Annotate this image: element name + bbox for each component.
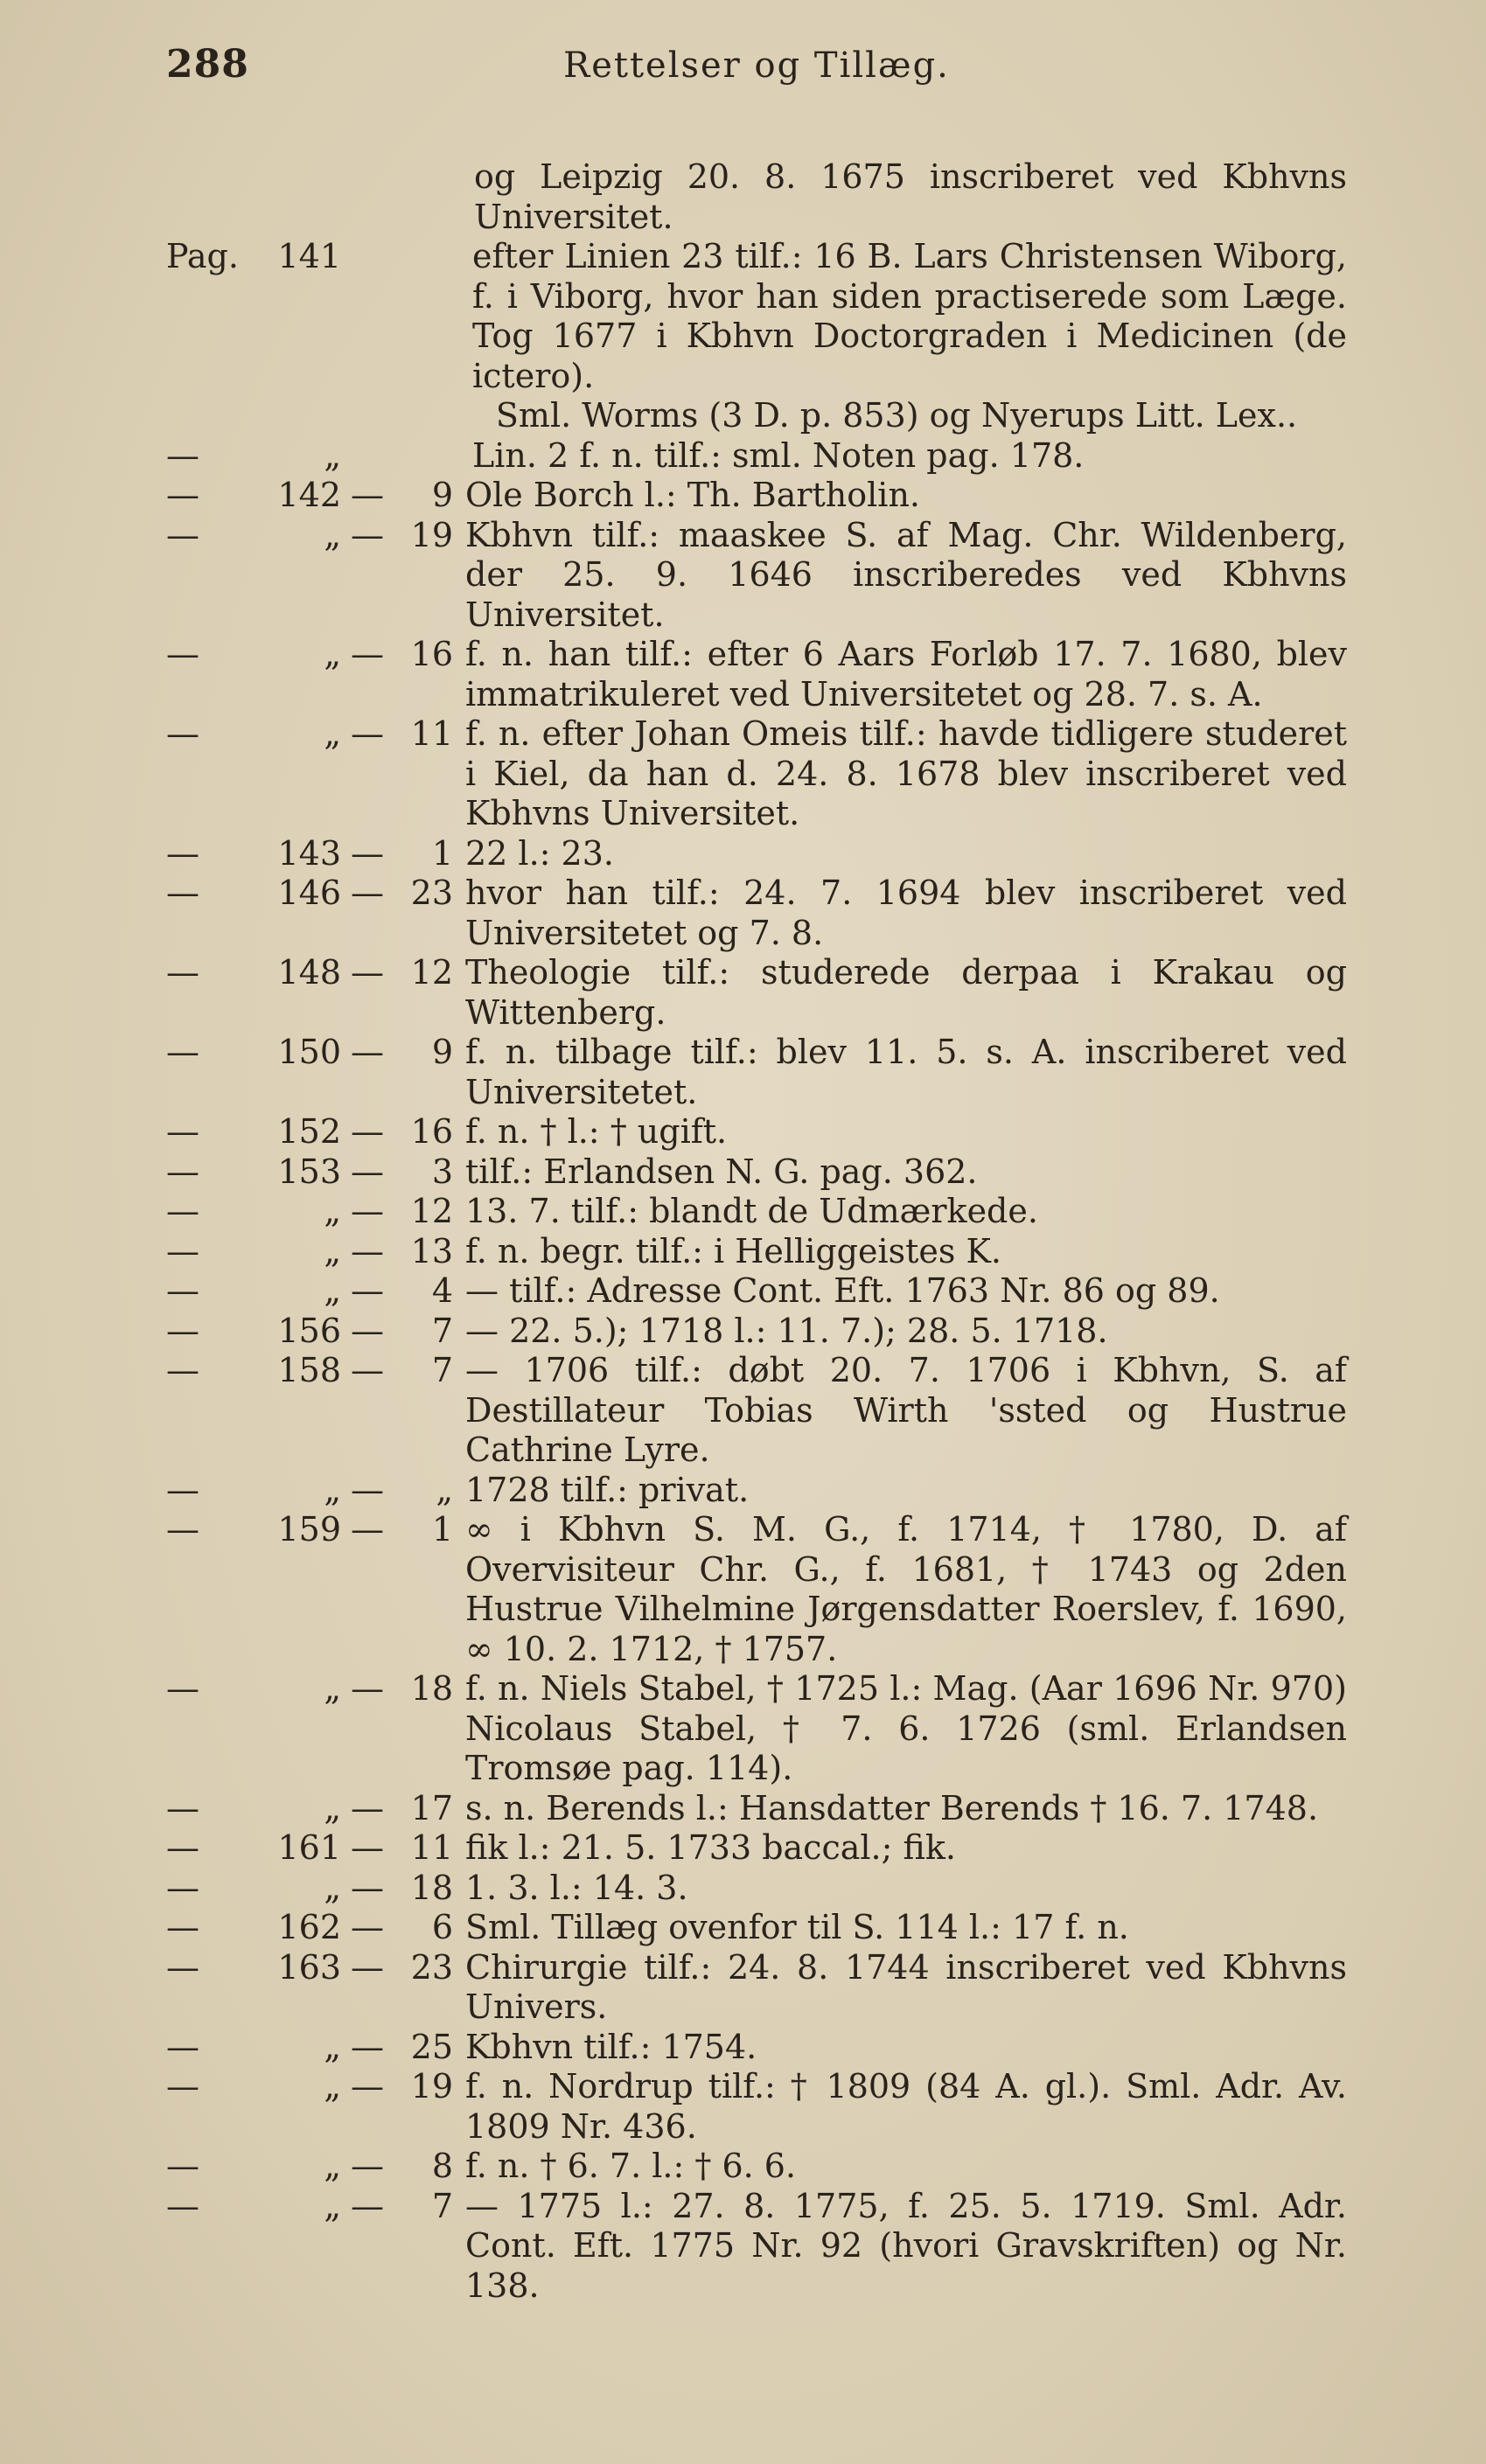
entry-line-number: 9 xyxy=(431,1033,453,1071)
entry-page-number: 162 xyxy=(277,1908,341,1946)
entry-pag-marker: — xyxy=(166,953,199,992)
entry-line-number: 6 xyxy=(431,1908,453,1946)
entry-text xyxy=(453,1471,1347,1511)
entry-line-number: 12 xyxy=(410,953,453,992)
entry-separator: — xyxy=(351,1271,384,1310)
entry-reference xyxy=(166,1948,453,1988)
correction-entry xyxy=(166,2147,1347,2187)
entry-main-text: f. n. han tilf.: efter 6 Aars Forløb 17. 7. 1680, blev immatrikuleret ved Universitetet og 28. 7. s. A. xyxy=(465,635,1347,713)
entry-page-number: „ xyxy=(324,714,341,753)
entry-line-number: 7 xyxy=(431,2186,453,2225)
entry-main-text: f. n. Niels Stabel, † 1725 l.: Mag. (Aar 1696 Nr. 970) Nicolaus Stabel, † 7. 6. 1726 (sml. Erlandsen Tromsøe pag. 114). xyxy=(465,1669,1347,1787)
entry-text xyxy=(453,2147,1347,2187)
entry-reference xyxy=(166,436,453,477)
entry-separator: — xyxy=(351,1947,384,1987)
entry-reference xyxy=(166,2028,453,2068)
entry-reference xyxy=(166,953,453,993)
entry-page-number: „ xyxy=(324,1669,341,1708)
corrections-list xyxy=(166,157,1347,2306)
entry-main-text: hvor han tilf.: 24. 7. 1694 blev inscriberet ved Universitetet og 7. 8. xyxy=(465,874,1347,952)
entry-main-text: og Leipzig 20. 8. 1675 inscriberet ved Kbhvns Universitet. xyxy=(474,157,1347,236)
entry-pag-marker: — xyxy=(166,833,199,873)
entry-text xyxy=(453,834,1347,874)
entry-separator: — xyxy=(351,1112,384,1151)
entry-line-number: 18 xyxy=(410,1868,453,1907)
correction-entry xyxy=(166,516,1347,636)
entry-pag-marker: — xyxy=(166,2186,199,2225)
entry-line-number: 4 xyxy=(431,1271,453,1310)
entry-page-number: 143 xyxy=(277,833,341,873)
entry-reference xyxy=(166,1908,453,1948)
entry-line-number: 9 xyxy=(431,476,453,514)
entry-page-number: „ xyxy=(324,1271,341,1310)
correction-entry xyxy=(166,1312,1347,1352)
entry-page-number: „ xyxy=(324,635,341,673)
entry-line-number: 1 xyxy=(431,1510,453,1549)
correction-entry xyxy=(166,834,1347,874)
correction-entry xyxy=(166,953,1347,1033)
entry-page-number: „ xyxy=(324,1231,341,1270)
entry-pag-marker: — xyxy=(166,1311,199,1350)
entry-page-number: 148 xyxy=(277,953,341,992)
correction-entry xyxy=(166,436,1347,477)
entry-reference xyxy=(166,1828,453,1869)
entry-text xyxy=(453,1948,1347,2028)
entry-page-number: „ xyxy=(324,2067,341,2106)
entry-separator: — xyxy=(351,1828,384,1867)
entry-separator: — xyxy=(351,714,384,753)
entry-reference xyxy=(166,516,453,556)
entry-separator: — xyxy=(351,1351,384,1389)
entry-separator: — xyxy=(351,476,384,514)
entry-separator xyxy=(341,436,394,477)
correction-entry xyxy=(166,1232,1347,1272)
entry-main-text: 22 l.: 23. xyxy=(465,833,614,873)
entry-line-number: 23 xyxy=(410,874,453,912)
entry-separator: — xyxy=(351,1152,384,1191)
entry-pag-marker: — xyxy=(166,714,199,753)
entry-line-number: 11 xyxy=(410,714,453,753)
entry-text xyxy=(453,1669,1347,1789)
entry-main-text: Ole Borch l.: Th. Bartholin. xyxy=(465,476,920,514)
entry-reference xyxy=(166,237,453,277)
entry-pag-marker: — xyxy=(166,1828,199,1867)
entry-page-number: „ xyxy=(324,1192,341,1230)
entry-text xyxy=(453,635,1347,714)
entry-reference xyxy=(166,476,453,516)
entry-page-number: 146 xyxy=(277,874,341,912)
entry-reference xyxy=(166,1112,453,1152)
entry-main-text: tilf.: Erlandsen N. G. pag. 362. xyxy=(465,1152,978,1191)
entry-reference xyxy=(166,2147,453,2187)
entry-pag-marker: — xyxy=(166,635,199,673)
entry-main-text: 13. 7. tilf.: blandt de Udmærkede. xyxy=(465,1192,1038,1230)
entry-main-text: — 22. 5.); 1718 l.: 11. 7.); 28. 5. 1718. xyxy=(465,1311,1108,1350)
entry-separator: — xyxy=(351,874,384,912)
entry-line-number xyxy=(394,436,453,477)
entry-text xyxy=(453,874,1347,953)
entry-text xyxy=(453,2067,1347,2147)
entry-reference xyxy=(166,1351,453,1391)
entry-page-number: 150 xyxy=(277,1033,341,1071)
entry-page-number: „ xyxy=(324,515,341,554)
entry-pag-marker: — xyxy=(166,874,199,912)
entry-line-number: 11 xyxy=(410,1828,453,1867)
entry-main-text: f. n. † l.: † ugift. xyxy=(465,1112,728,1151)
entry-separator: — xyxy=(351,1231,384,1270)
entry-text xyxy=(453,953,1347,1033)
entry-separator: — xyxy=(351,1192,384,1230)
entry-line-number: 1 xyxy=(431,833,453,873)
entry-reference xyxy=(166,874,453,914)
entry-reference xyxy=(166,714,453,755)
entry-line-number: 3 xyxy=(431,1152,453,1191)
entry-text xyxy=(453,2028,1347,2068)
entry-pag-marker: — xyxy=(166,2027,199,2066)
entry-line-number: 23 xyxy=(410,1947,453,1987)
entry-main-text: f. n. Nordrup tilf.: † 1809 (84 A. gl.). Sml. Adr. Av. 1809 Nr. 436. xyxy=(465,2067,1347,2146)
entry-pag-marker: — xyxy=(166,1788,199,1827)
entry-separator: — xyxy=(351,1788,384,1827)
entry-pag-marker: — xyxy=(166,1112,199,1151)
correction-entry xyxy=(166,2187,1347,2307)
correction-entry xyxy=(166,2067,1347,2147)
entry-pag-marker: — xyxy=(166,2147,199,2185)
entry-line-number: 19 xyxy=(410,515,453,554)
entry-reference xyxy=(166,1033,453,1073)
entry-text xyxy=(453,1232,1347,1272)
entry-text xyxy=(453,1192,1347,1232)
entry-main-text: f. n. tilbage tilf.: blev 11. 5. s. A. inscriberet ved Universitetet. xyxy=(465,1033,1347,1111)
entry-main-text: — tilf.: Adresse Cont. Eft. 1763 Nr. 86 og 89. xyxy=(465,1271,1220,1310)
entry-separator: — xyxy=(351,833,384,873)
entry-line-number: 16 xyxy=(410,635,453,673)
correction-entry xyxy=(166,1789,1347,1829)
entry-line-number: 17 xyxy=(410,1788,453,1827)
entry-text xyxy=(453,1271,1347,1312)
entry-page-number: 158 xyxy=(277,1351,341,1389)
entry-reference xyxy=(166,1471,453,1511)
entry-text xyxy=(453,1510,1347,1669)
entry-text xyxy=(453,1908,1347,1948)
page-header xyxy=(166,42,1347,94)
entry-page-number: „ xyxy=(324,1868,341,1907)
correction-entry xyxy=(166,714,1347,834)
entry-line-number: 7 xyxy=(431,1351,453,1389)
entry-reference xyxy=(166,1232,453,1272)
entry-text xyxy=(453,1351,1347,1471)
entry-separator xyxy=(341,237,394,277)
correction-entry xyxy=(166,874,1347,953)
entry-pag-marker: — xyxy=(166,1351,199,1389)
entry-text xyxy=(453,714,1347,834)
entry-pag-marker: — xyxy=(166,1510,199,1549)
entry-separator: — xyxy=(351,1908,384,1946)
entry-main-text: — 1706 tilf.: døbt 20. 7. 1706 i Kbhvn, S. af Destillateur Tobias Wirth 'ssted og Hustrue Cathrine Lyre. xyxy=(465,1351,1347,1469)
entry-pag-marker: — xyxy=(166,476,199,514)
entry-pag-marker: — xyxy=(166,1271,199,1310)
entry-reference xyxy=(166,1192,453,1232)
correction-entry xyxy=(166,1828,1347,1869)
entry-pag-marker: — xyxy=(166,1868,199,1907)
entry-page-number: „ xyxy=(324,435,341,475)
entry-text xyxy=(453,1789,1347,1829)
entry-main-text: Sml. Tillæg ovenfor til S. 114 l.: 17 f. n. xyxy=(465,1908,1129,1946)
entry-text xyxy=(453,237,1347,436)
entry-pag-marker: — xyxy=(166,1231,199,1270)
entry-page-number: 142 xyxy=(277,476,341,514)
correction-entry xyxy=(166,1033,1347,1112)
correction-entry xyxy=(166,157,1347,237)
entry-page-number: „ xyxy=(324,1470,341,1509)
entry-main-text: f. n. † 6. 7. l.: † 6. 6. xyxy=(465,2147,797,2185)
entry-separator: — xyxy=(351,515,384,554)
entry-separator: — xyxy=(351,1669,384,1708)
page-number: 288 xyxy=(166,42,249,87)
entry-reference xyxy=(166,1312,453,1352)
correction-entry xyxy=(166,1510,1347,1669)
entry-main-text: Kbhvn tilf.: maaskee S. af Mag. Chr. Wildenberg, der 25. 9. 1646 inscriberedes ved Kbhvns Universitet. xyxy=(465,515,1347,634)
entry-line-number xyxy=(394,237,453,277)
entry-main-text: ∞ i Kbhvn S. M. G., f. 1714, † 1780, D. af Overvisiteur Chr. G., f. 1681, † 1743 og 2den Hustrue Vilhelmine Jørgensdatter Roerslev, f. 1690, ∞ 10. 2. 1712, † 1757. xyxy=(465,1510,1347,1668)
entry-main-text: Lin. 2 f. n. tilf.: sml. Noten pag. 178. xyxy=(472,435,1085,475)
entry-page-number: „ xyxy=(324,2147,341,2185)
entry-reference xyxy=(166,1869,453,1909)
entry-reference xyxy=(166,1789,453,1829)
entry-pag-marker: — xyxy=(166,1669,199,1708)
entry-pag-marker: — xyxy=(166,1152,199,1191)
entry-pag-marker: — xyxy=(166,1033,199,1071)
entry-page-number: 159 xyxy=(277,1510,341,1549)
entry-reference xyxy=(166,1152,453,1193)
correction-entry xyxy=(166,1152,1347,1193)
entry-pag-marker: — xyxy=(166,515,199,554)
entry-line-number: 18 xyxy=(410,1669,453,1708)
entry-page-number: 161 xyxy=(277,1828,341,1867)
entry-separator: — xyxy=(351,953,384,992)
entry-separator: — xyxy=(351,635,384,673)
entry-pag-marker: — xyxy=(166,1908,199,1946)
entry-separator: — xyxy=(351,1033,384,1071)
entry-reference xyxy=(166,834,453,874)
entry-pag-marker: — xyxy=(166,2067,199,2106)
entry-reference xyxy=(166,2067,453,2107)
entry-text xyxy=(453,1112,1347,1152)
entry-reference xyxy=(166,1271,453,1312)
correction-entry xyxy=(166,1192,1347,1232)
entry-text xyxy=(453,1828,1347,1869)
entry-pag-marker: Pag. xyxy=(166,237,239,275)
entry-text xyxy=(453,476,1347,516)
entry-text xyxy=(453,1869,1347,1909)
entry-pag-marker: — xyxy=(166,1947,199,1987)
entry-text xyxy=(453,1312,1347,1352)
correction-entry xyxy=(166,1869,1347,1909)
correction-entry xyxy=(166,476,1347,516)
entry-main-text: Chirurgie tilf.: 24. 8. 1744 inscriberet ved Kbhvns Univers. xyxy=(465,1947,1347,2026)
entry-separator: — xyxy=(351,1470,384,1509)
entry-main-text: 1. 3. l.: 14. 3. xyxy=(465,1868,688,1907)
entry-line-number: 16 xyxy=(410,1112,453,1151)
entry-line-number: 7 xyxy=(431,1311,453,1350)
entry-main-text: 1728 tilf.: privat. xyxy=(465,1470,750,1509)
entry-line-number: „ xyxy=(436,1470,453,1509)
entry-page-number: 153 xyxy=(277,1152,341,1191)
entry-separator: — xyxy=(351,1868,384,1907)
correction-entry xyxy=(166,1948,1347,2028)
correction-entry xyxy=(166,1669,1347,1789)
correction-entry xyxy=(166,1471,1347,1511)
correction-entry xyxy=(166,2028,1347,2068)
entry-page-number: „ xyxy=(324,1788,341,1827)
entry-main-text: efter Linien 23 tilf.: 16 B. Lars Christensen Wiborg, f. i Viborg, hvor han siden practiserede som Læge. Tog 1677 i Kbhvn Doctorgraden i Medicinen (de ictero). xyxy=(472,237,1347,395)
running-title: Rettelser og Tillæg. xyxy=(563,45,950,86)
entry-main-text: — 1775 l.: 27. 8. 1775, f. 25. 5. 1719. Sml. Adr. Cont. Eft. 1775 Nr. 92 (hvori Gravskriften) og Nr. 138. xyxy=(465,2186,1347,2305)
entry-main-text: Kbhvn tilf.: 1754. xyxy=(465,2027,757,2066)
entry-main-text: f. n. efter Johan Omeis tilf.: havde tidligere studeret i Kiel, da han d. 24. 8. 1678 blev inscriberet ved Kbhvns Universitet. xyxy=(465,714,1347,832)
entry-reference xyxy=(166,635,453,675)
entry-separator: — xyxy=(351,2067,384,2106)
entry-text xyxy=(453,436,1347,477)
correction-entry xyxy=(166,1351,1347,1471)
entry-separator: — xyxy=(351,2027,384,2066)
entry-main-text: s. n. Berends l.: Hansdatter Berends † 16. 7. 1748. xyxy=(465,1788,1319,1827)
entry-line-number: 13 xyxy=(410,1231,453,1270)
entry-subnote: Sml. Worms (3 D. p. 853) og Nyerups Litt. Lex.. xyxy=(495,396,1298,435)
correction-entry xyxy=(166,1112,1347,1152)
entry-page-number: „ xyxy=(324,2027,341,2066)
entry-reference xyxy=(166,2187,453,2227)
entry-text xyxy=(453,2187,1347,2307)
entry-separator: — xyxy=(351,1510,384,1549)
entry-main-text: fik l.: 21. 5. 1733 baccal.; fik. xyxy=(465,1828,956,1867)
entry-text xyxy=(453,516,1347,636)
correction-entry xyxy=(166,1908,1347,1948)
correction-entry xyxy=(166,635,1347,714)
entry-separator: — xyxy=(351,2147,384,2185)
entry-reference xyxy=(166,1510,453,1550)
entry-separator: — xyxy=(351,2186,384,2225)
entry-page-number: 156 xyxy=(277,1311,341,1350)
entry-text xyxy=(166,157,1347,237)
entry-line-number: 25 xyxy=(410,2027,453,2066)
entry-line-number: 8 xyxy=(431,2147,453,2185)
entry-main-text: Theologie tilf.: studerede derpaa i Krakau og Wittenberg. xyxy=(465,953,1347,1032)
entry-page-number: 152 xyxy=(277,1112,341,1151)
entry-page-number: 163 xyxy=(277,1947,341,1987)
entry-page-number: 141 xyxy=(277,237,341,275)
entry-line-number: 12 xyxy=(410,1192,453,1230)
entry-line-number: 19 xyxy=(410,2067,453,2106)
entry-text xyxy=(453,1152,1347,1193)
correction-entry xyxy=(166,237,1347,436)
entry-page-number: „ xyxy=(324,2186,341,2225)
entry-pag-marker: — xyxy=(166,1192,199,1230)
entry-separator: — xyxy=(351,1311,384,1350)
entry-reference xyxy=(166,1669,453,1709)
correction-entry xyxy=(166,1271,1347,1312)
entry-pag-marker: — xyxy=(166,1470,199,1509)
entry-main-text: f. n. begr. tilf.: i Helliggeistes K. xyxy=(465,1231,1001,1270)
entry-pag-marker: — xyxy=(166,435,199,475)
entry-text xyxy=(453,1033,1347,1112)
